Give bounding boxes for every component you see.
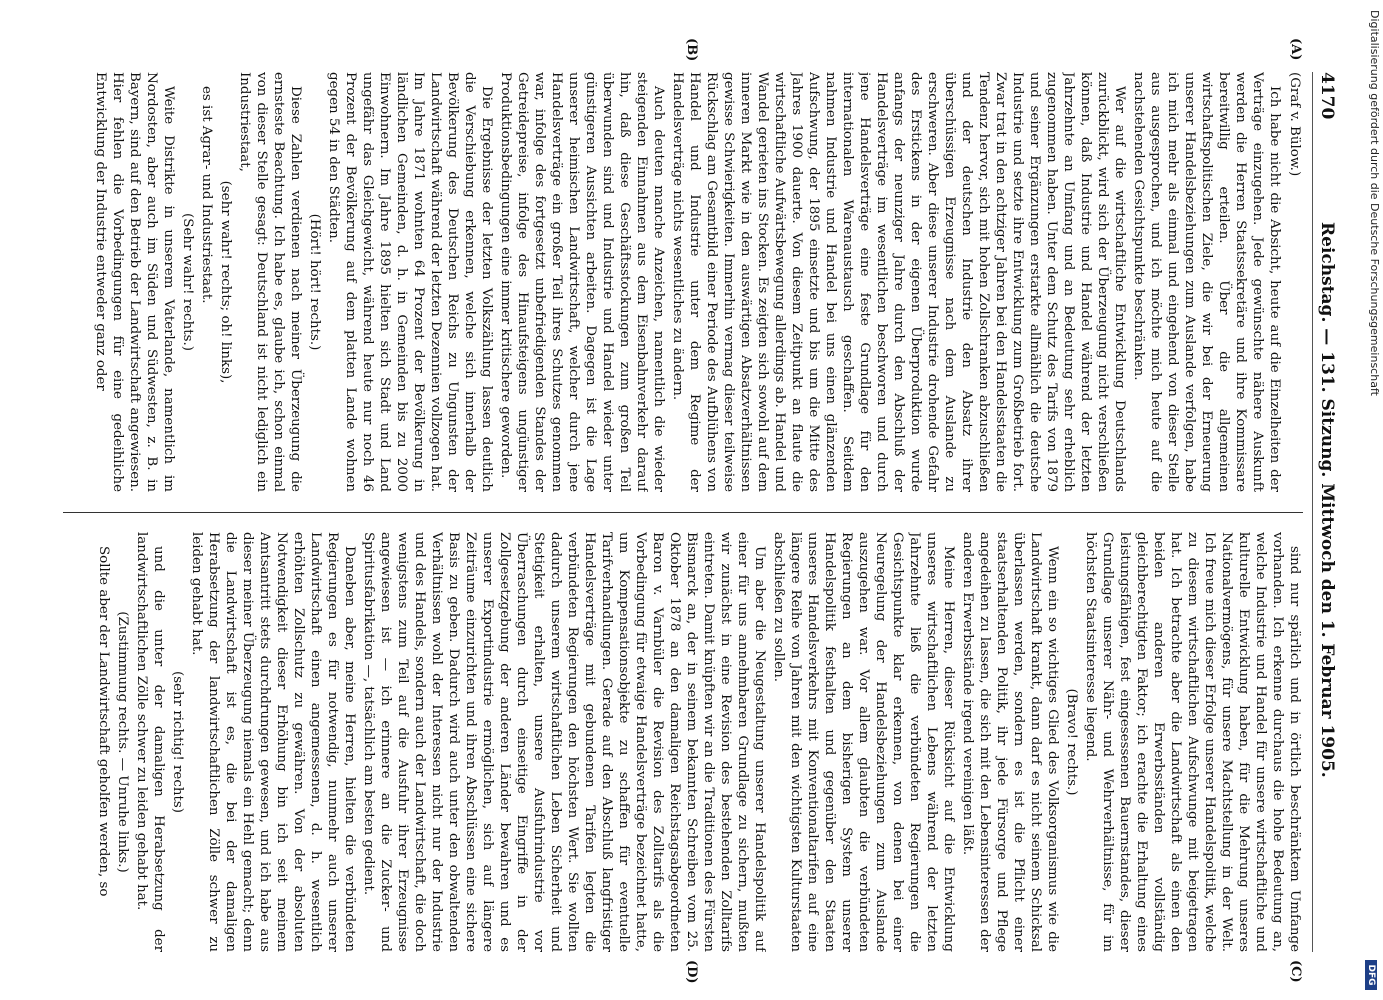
margin-label-c: (C) <box>1288 960 1303 983</box>
interjection: (sehr richtig! rechts) <box>170 671 185 813</box>
paragraph: Wenn ein so wichtiges Glied des Volksorganismus wie die Landwirtschaft krankt, dann darf es nicht seinem Schicksal überlassen werden, sondern es ist die Pflicht einer staatserhaltenden Politik, ihr jede Fürsorge und Pflege angedeihen zu lassen, die sich mit den Lebensinteressen der anderen Erwerbsstände irgend vereinigen läßt. <box>960 532 1060 952</box>
dfg-logo-icon: DFG <box>1365 960 1377 990</box>
paragraph: Auch deuten manche Anzeichen, namentlich die wieder steigenden Einnahmen aus dem Eisenbahnverkehr darauf hin, daß diese Geschäftsstockungen zum großen Teil überwunden sind und Industrie und Handel wieder unter günstigeren Aussichten arbeiten. Dagegen ist die Lage unserer heimischen Landwirtschaft, welcher durch jene Handelsverträge ein großer Teil ihres Schutzes genommen war, infolge des fortgesetzt unbefriedigenden Standes der Getreidepreise, infolge des Hinaufsteigens ungünstiger Produktionsbedingungen eine immer kritischere geworden. <box>498 72 666 492</box>
newspaper-page <box>39 38 1339 984</box>
header-title: Reichstag. — 131. Sitzung. Mittwoch den 1. Februar 1905. <box>1317 222 1337 778</box>
paragraph: Ich habe nicht die Absicht, heute auf die Einzelheiten der Verträge einzugehen. Jede gewünschte nähere Auskunft werden die Herren Staatssekretäre und ihre Kommissare bereitwillig erteilen. Über die allgemeinen wirtschaftspolitischen Ziele, die wir bei der Erneuerung unserer Handelsbeziehungen zum Auslande verfolgen, habe ich mich mehr als einmal und eingehend von dieser Stelle aus ausgesprochen, und ich möchte mich heute auf die nachstehenden Gesichtspunkte beschränken. <box>1131 72 1282 492</box>
margin-label-d: (D) <box>684 960 699 984</box>
interjection: (Zustimmung rechts. — Unruhe links.) <box>115 611 130 873</box>
page-number: 4170 <box>1317 72 1337 120</box>
interjection: (Hört! hört! rechts.) <box>307 213 322 351</box>
paragraph: Um aber die Neugestaltung unserer Handelspolitik auf einer für uns annehmbaren Grundlage zu sichern, mußten wir zunächst in eine Revision des bestehenden Zolltarifs eintreten. Damit knüpften wir an die Traditionen des Fürsten Bismarck an, der in seinem bekannten Schreiben vom 25. Oktober 1878 an den damaligen Reichstagsabgeordneten Baron v. Varnbüler die Revision des Zolltarifs als die Vorbedingung für etwaige Handelsverträge bezeichnet hatte, um Kompensationsobjekte zu schaffen für eventuelle Tarifverhandlungen. Gerade auf den Abschluß langfristiger Handelsverträge mit gebundenen Tarifen legten die verbündeten Regierungen den höchsten Wert. Sie wollten dadurch unserem wirtschaftlichen Leben Sicherheit und Stetigkeit erhalten, unsere Ausfuhrindustrie vor Überraschungen durch einseitige Eingriffe in der Zollgesetzgebung der anderen Länder bewahren und es unserer Exportindustrie ermöglichen, sich auf längere Zeiträume einzurichten und ihren Abschlüssen eine sichere Basis zu geben. Dadurch wird auch unter den obwaltenden Verhältnissen wohl der Interessen nicht nur der Industrie und des Handels, sondern auch der Landwirtschaft, die doch wenigstens zum Teil auf die Ausfuhr ihrer Erzeugnisse angewiesen ist — ich erinnere an die Zucker- und Spiritusfabrikation —, tatsächlich am besten gedient. <box>361 532 767 952</box>
interjection: (Bravo! rechts.) <box>1064 688 1079 796</box>
paragraph: und die unter der damaligen Herabsetzung der landwirtschaftlichen Zölle schwer zu leiden gehabt hat. <box>134 532 166 952</box>
paragraph: Wer auf die wirtschaftliche Entwicklung Deutschlands zurückblickt, wird sich der Überzeugung nicht verschließen können, daß Industrie und Handel während der letzten Jahrzehnte an Umfang und an Bedeutung sehr erheblich zugenommen haben. Unter dem Schutz des Tarifs von 1879 und seiner Ergänzungen erstarkte allmählich die deutsche Industrie und setzte ihre Entwicklung zum Großbetrieb fort. Zwar trat in den achtziger Jahren bei den Handelsstaaten die Tendenz hervor, sich mit hohen Zollschranken abzuschließen und der deutschen Industrie den Absatz ihrer überschüssigen Erzeugnisse nach dem Auslande zu erschweren. Aber diese unserer Industrie drohende Gefahr des Erstickens in der eigenen Überproduktion wurde anfangs der neunziger Jahre durch den Abschluß der Handelsverträge im wesentlichen beschworen und durch jene Handelsverträge eine feste Grundlage für den internationalen Warenaustausch geschaffen. Seitdem nahmen Industrie und Handel bei uns einen glänzenden Aufschwung, der 1895 einsetzte und bis um die Mitte des Jahres 1900 dauerte. Von diesem Zeitpunkt an flaute die wirtschaftliche Aufwärtsbewegung allerdings ab. Handel und Wandel gerieten ins Stocken. Es zeigten sich sowohl auf dem inneren Markt wie in den auswärtigen Absatzverhältnissen gewisse Schwierigkeiten. Immerhin vermag dieser teilweise Rückschlag am Gesamtbild einer Periode des Aufblühens von Handel und Industrie unter dem Regime der Handelsverträge nichts wesentliches zu ändern. <box>670 72 1127 492</box>
digitization-credit: Digitalisierung gefördert durch die Deutsche Forschungsgemeinschaft <box>1368 10 1381 396</box>
left-column <box>53 72 1303 492</box>
side-credit-bar <box>1343 0 1383 1000</box>
paragraph: es ist Agrar- und Industriestaat. <box>199 86 214 304</box>
paragraph: Meine Herren, dieser Rücksicht auf die Entwicklung unseres wirtschaftlichen Lebens während der letzten Jahrzehnte ließ die verbündeten Regierungen die Gesichtspunkte klar erkennen, von denen bei einer Neuregelung der Handelsbeziehungen zum Auslande auszugehen war. Vor allem glaubten die verbündeten Regierungen an dem bisherigen System unserer Handelspolitik festhalten und gegenüber den Staaten unseres Handelsverkehrs mit Konventionaltarifen auf eine längere Reihe von Jahren mit den wichtigsten Kulturstaaten abschließen zu sollen. <box>771 532 956 952</box>
speaker-label: (Graf v. Bülow.) <box>1287 72 1302 177</box>
margin-label-b: (B) <box>684 38 699 62</box>
margin-label-a: (A) <box>1288 38 1303 61</box>
paragraph: Die Ergebnisse der letzten Volkszählung lassen deutlich die Verschiebung erkennen, welche sich innerhalb der Bevölkerung des Deutschen Reichs zu Ungunsten der Landwirtschaft während der letzten Dezennien vollzogen hat. Im Jahre 1871 wohnten 64 Prozent der Bevölkerung in ländlichen Gemeinden, d. h. in Gemeinden bis zu 2000 Einwohnern. Im Jahre 1895 hielten sich Stadt und Land ungefähr das Gleichgewicht, während heute nur noch 46 Prozent der Bevölkerung auf dem platten Lande wohnen gegen 54 in den Städten. <box>326 72 494 492</box>
right-column <box>53 532 1303 952</box>
paragraph: Weite Distrikte in unserem Vaterlande, namentlich im Nordosten, aber auch im Süden und Südwesten, z. B. in Bayern, sind auf den Betrieb der Landwirtschaft angewiesen. Hier fehlen die Vorbedingungen für eine gedeihliche Entwicklung der Industrie entweder ganz oder <box>93 72 176 492</box>
paragraph: Diese Zahlen verdienen nach meiner Überzeugung die ernsteste Beachtung. Ich habe es, glaube ich, schon einmal von dieser Stelle gesagt: Deutschland ist nicht lediglich ein Industriestaat, <box>237 72 303 492</box>
paragraph: Sollte aber der Landwirtschaft geholfen werden, so <box>96 546 111 897</box>
column-divider <box>63 512 1303 513</box>
paragraph: Daneben aber, meine Herren, hielten die verbündeten Regierungen es für notwendig, nunmehr auch unserer Landwirtschaft einen angemessenen, d. h. wesentlich erhöhten Zollschutz zu gewähren. Von der absoluten Notwendigkeit dieser Erhöhung bin ich seit meinem Amtsantritt stets durchdrungen gewesen, und ich habe aus dieser meiner Überzeugung niemals ein Hehl gemacht; denn die Landwirtschaft ist es, die bei der damaligen Herabsetzung der landwirtschaftlichen Zölle schwer zu leiden gehabt hat. <box>189 532 357 952</box>
interjection: (Sehr wahr! rechts.) <box>180 213 195 351</box>
page-header <box>1312 72 1339 952</box>
interjection: (sehr wahr! rechts; oh! links), <box>218 180 233 384</box>
paragraph: sind nur spärlich und in örtlich beschränktem Umfange vorhanden. Ich erkenne durchaus die hohe Bedeutung an, welche Industrie und Handel für unsere wirtschaftliche und kulturelle Entwicklung haben, für die Mehrung unseres Nationalvermögens, für unsere Machtstellung in der Welt. Ich freue mich dieser Erfolge unserer Handelspolitik, welche zu diesem wirtschaftlichen Aufschwunge mit beigetragen hat. Ich betrachte aber die Landwirtschaft als einen den beiden anderen Erwerbsständen vollständig gleichberechtigten Faktor; ich erachte die Erhaltung eines leistungsfähigen, fest eingesessenen Bauernstandes, dieser Grundlage unserer Nähr- und Wehrverhältnisse, für im höchsten Staatsinteresse liegend. <box>1083 532 1302 952</box>
